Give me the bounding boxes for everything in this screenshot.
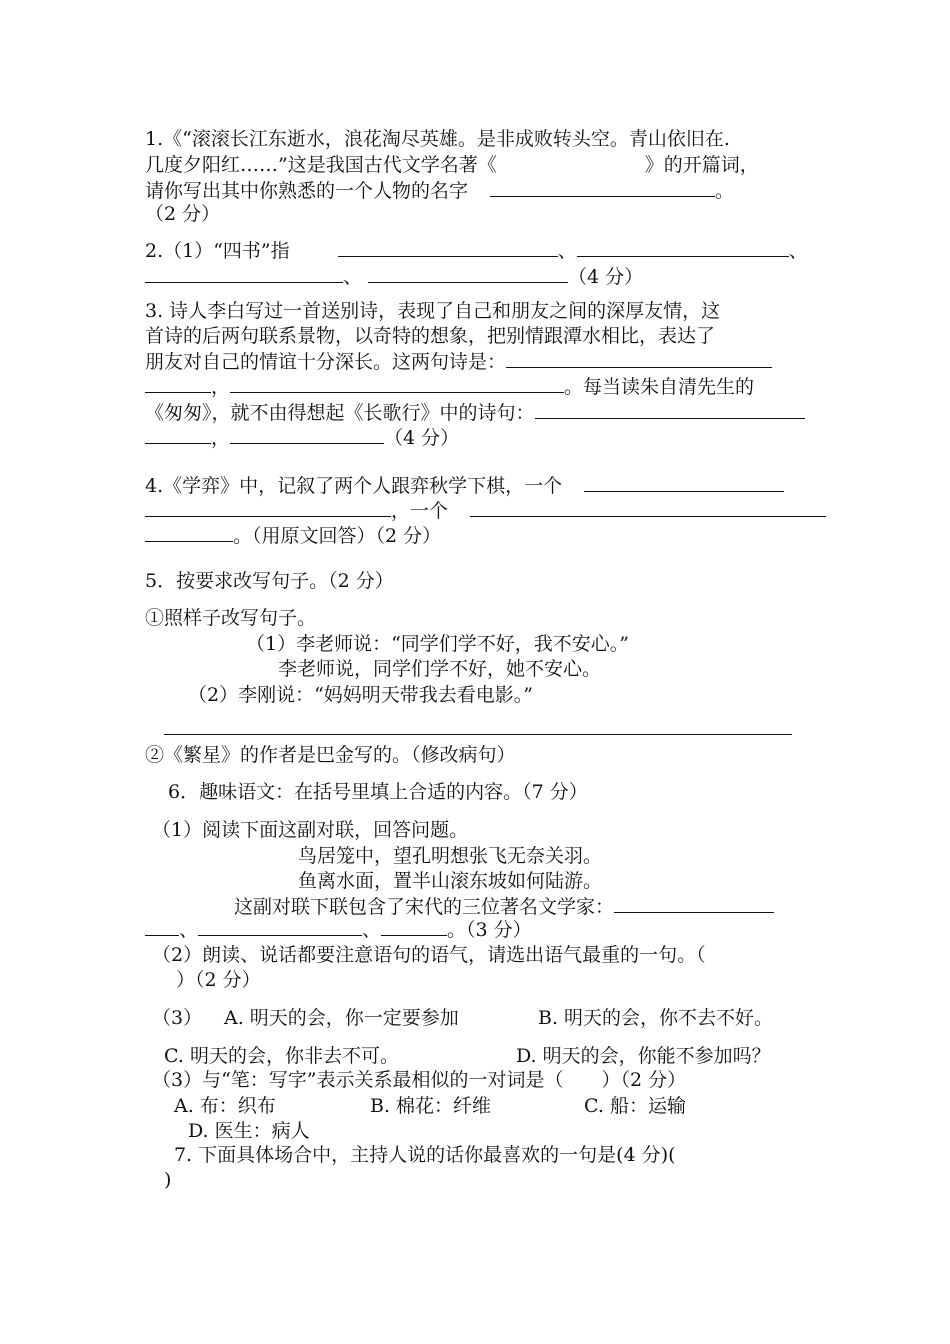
q2-score: （4 分）: [568, 266, 644, 288]
q6-sep-1: 、: [179, 919, 199, 941]
q6-option-b[interactable]: B. 明天的会，你不去不好。: [538, 1007, 774, 1029]
q3-poem-blank-4[interactable]: [230, 425, 384, 444]
q3-poem-blank-1b[interactable]: [145, 374, 211, 393]
q6-part3-label: （3）: [152, 1007, 203, 1029]
q3-line6: [145, 425, 459, 450]
q3-comma-2: ，: [211, 427, 231, 449]
q1-line3-text: 请你写出其中你熟悉的一个人物的名字: [145, 180, 469, 202]
q6-part2-tail: ）（2 分）: [176, 969, 261, 991]
q1-line3: [145, 178, 734, 203]
q6-couplet-1: 鸟居笼中，望孔明想张飞无奈关羽。: [298, 845, 603, 867]
q6-part1: （1）阅读下面这副对联，回答问题。: [152, 819, 469, 841]
q2-blank-2[interactable]: [577, 238, 789, 257]
q6-sep-2: 、: [362, 919, 382, 941]
q1-line1: 1.《“滚滚长江东逝水，浪花淘尽英雄。是非成败转头空。青山依旧在.: [145, 128, 730, 150]
q4-line3: [145, 523, 441, 548]
q4-line1: [145, 473, 784, 498]
q6-writer-blank-1a[interactable]: [614, 894, 774, 913]
q6-writer-blank-2[interactable]: [198, 917, 362, 936]
q3-poem-blank-3b[interactable]: [145, 425, 211, 444]
q6-option-d[interactable]: D. 明天的会，你能不参加吗？: [516, 1045, 771, 1067]
q6-title: 6．趣味语文：在括号里填上合适的内容。（7 分）: [168, 781, 588, 803]
q3-line4: [145, 374, 754, 399]
q6-couplet-2: 鱼离水面，置半山滚东坡如何陆游。: [298, 870, 603, 892]
q1-score: （2 分）: [145, 203, 221, 225]
q4-blank-1a[interactable]: [584, 473, 784, 492]
q4-line2-text: ，一个: [391, 500, 449, 522]
q6-part4: （3）与“笔：写字”表示关系最相似的一对词是（ ）（2 分）: [152, 1069, 687, 1091]
q4-blank-1b[interactable]: [145, 498, 391, 517]
q4-line2: [145, 498, 826, 523]
q6-part1-question-text: 这副对联下联包含了宋代的三位著名文学家：: [234, 896, 615, 918]
q2-line2: [145, 264, 643, 289]
q2-sep-1: 、: [557, 240, 577, 262]
q3-poem-blank-2[interactable]: [230, 374, 564, 393]
q7-line2: ): [164, 1169, 172, 1191]
q3-line5: [145, 400, 805, 425]
q3-line1: 3. 诗人李白写过一首送别诗，表现了自己和朋友之间的深厚友情，这: [145, 300, 721, 322]
q5-answer-line: [164, 716, 792, 741]
q3-poem-blank-3a[interactable]: [535, 400, 805, 419]
q3-line2: 首诗的后两句联系景物，以奇特的想象，把别情跟潭水相比，表达了: [145, 325, 716, 347]
q4-blank-2a[interactable]: [470, 498, 826, 517]
q6-word-c[interactable]: C. 船：运输: [584, 1095, 686, 1117]
q2-blank-3[interactable]: [145, 264, 343, 283]
q5-sub2: ②《繁星》的作者是巴金写的。（修改病句）: [145, 744, 516, 766]
q6-part1-answers: [145, 917, 532, 942]
q3-line3-text: 朋友对自己的情谊十分深长。这两句诗是：: [145, 351, 507, 373]
q4-line1-text: 4.《学弈》中，记叙了两个人跟弈秋学下棋，一个: [145, 475, 563, 497]
q6-part1-score: 。（3 分）: [447, 919, 532, 941]
q1-line3-tail: 。: [715, 180, 735, 202]
q1-character-blank[interactable]: [490, 178, 715, 197]
q6-writer-blank-3[interactable]: [381, 917, 447, 936]
q2-line1: [145, 238, 808, 263]
q7-line1: 7. 下面具体场合中，主持人说的话你最喜欢的一句是(4 分)(: [174, 1144, 676, 1166]
q2-blank-4[interactable]: [368, 264, 568, 283]
q4-line3-text: 。（用原文回答）（2 分）: [233, 525, 442, 547]
q1-line2-text: 几度夕阳红……”这是我国古代文学名著《: [145, 154, 497, 176]
q5-title: 5．按要求改写句子。（2 分）: [145, 570, 394, 592]
q3-line4-tail: 。每当读朱自清先生的: [564, 376, 755, 398]
q6-word-a[interactable]: A. 布：织布: [174, 1095, 276, 1117]
q3-line3: [145, 349, 772, 374]
q6-option-a[interactable]: A. 明天的会，你一定要参加: [224, 1007, 459, 1029]
q5-example-1: （1）李老师说：“同学们学不好，我不安心。”: [246, 633, 630, 655]
q6-word-d[interactable]: D. 医生：病人: [188, 1120, 310, 1142]
q2-prompt: 2.（1）“四书”指: [145, 240, 290, 262]
q3-score: （4 分）: [384, 427, 460, 449]
q2-blank-1[interactable]: [338, 238, 558, 257]
q6-part1-question: [234, 894, 774, 919]
q6-writer-blank-1b[interactable]: [145, 917, 179, 936]
q2-sep-2: 、: [788, 240, 808, 262]
q3-poem-blank-1a[interactable]: [506, 349, 772, 368]
q1-line2-tail: 》的开篇词，: [644, 154, 759, 176]
q5-answer-blank[interactable]: [164, 716, 792, 735]
q3-comma-1: ，: [211, 376, 231, 398]
q6-word-b[interactable]: B. 棉花：纤维: [370, 1095, 492, 1117]
q2-sep-3: 、: [343, 266, 363, 288]
q5-example-2: （2）李刚说：“妈妈明天带我去看电影。”: [188, 684, 534, 706]
q4-blank-2b[interactable]: [145, 523, 233, 542]
q5-example-1-answer: 李老师说，同学们学不好，她不安心。: [278, 658, 602, 680]
q3-line5-text: 《匆匆》，就不由得想起《长歌行》中的诗句：: [145, 402, 535, 424]
q6-option-c[interactable]: C. 明天的会，你非去不可。: [164, 1045, 399, 1067]
q1-line2: [145, 153, 759, 177]
q5-sub1: ①照样子改写句子。: [145, 607, 317, 629]
q6-part2: （2）朗读、说话都要注意语句的语气，请选出语气最重的一句。（: [152, 944, 706, 966]
